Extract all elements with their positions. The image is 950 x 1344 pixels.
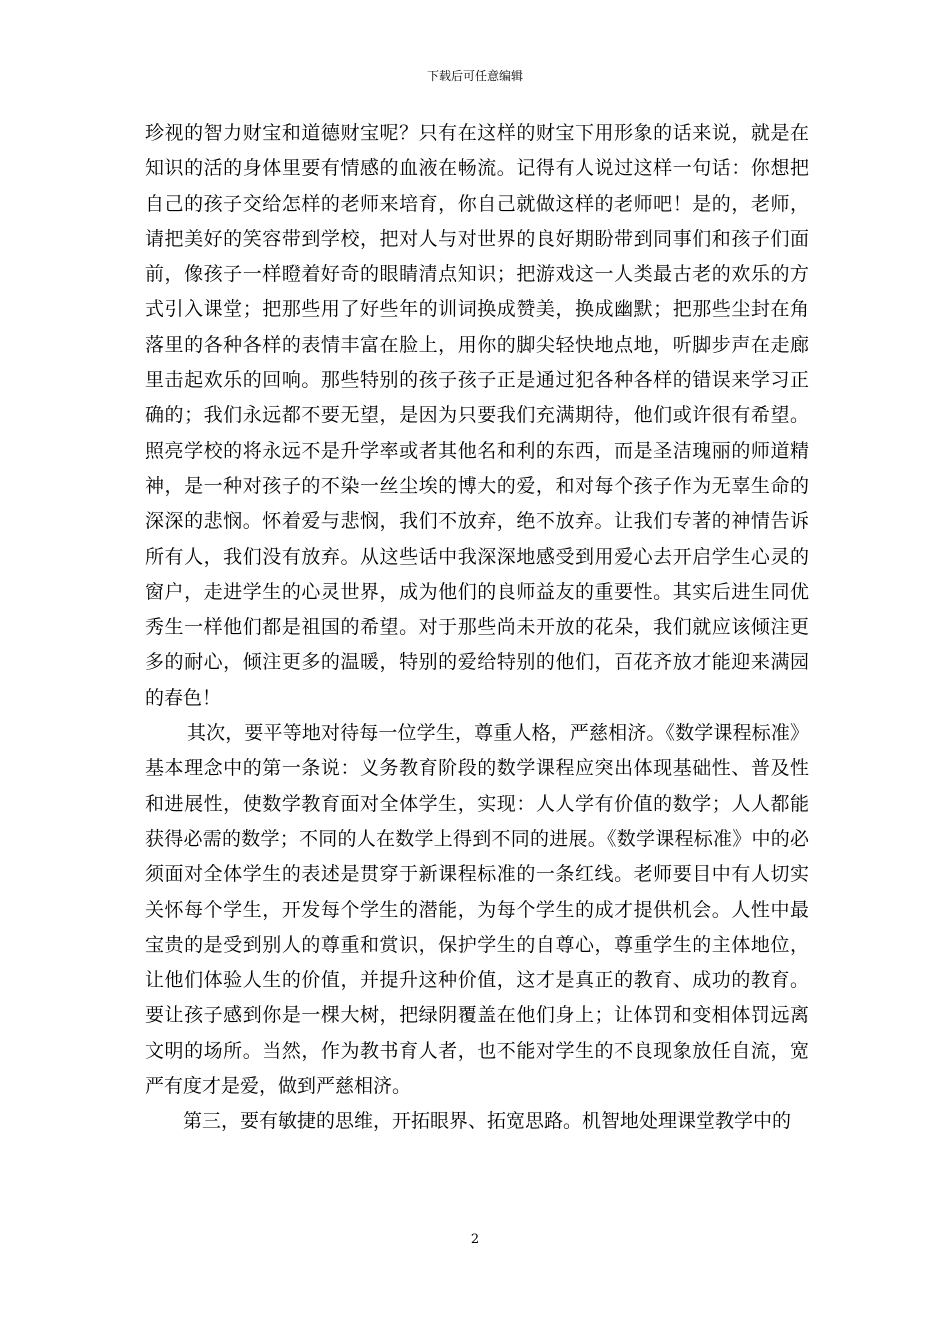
paragraph-continued: 珍视的智力财宝和道德财宝呢？只有在这样的财宝下用形象的话来说，就是在知识的活的身体里要有情感的血液在畅流。记得有人说过这样一句话：你想把自己的孩子交给怎样的老师来培育，你自己就做这样的老师吧！是的，老师，请把美好的笑容带到学校，把对人与对世界的良好期盼带到同事们和孩子们面前，像孩子一样瞪着好奇的眼睛清点知识；把游戏这一人类最古老的欢乐的方式引入课堂；把那些用了好些年的训词换成赞美，换成幽默；把那些尘封在角落里的各种各样的表情丰富在脸上，用你的脚尖轻快地点地，听脚步声在走廊里击起欢乐的回响。那些特别的孩子孩子正是通过犯各种各样的错误来学习正确的；我们永远都不要无望，是因为只要我们充满期待，他们或许很有希望。照亮学校的将永远不是升学率或者其他名和利的东西，而是圣洁瑰丽的师道精神，是一种对孩子的不染一丝尘埃的博大的爱，和对每个孩子作为无辜生命的深深的悲悯。怀着爱与悲悯，我们不放弃，绝不放弃。让我们专著的神情告诉所有人，我们没有放弃。从这些话中我深深地感受到用爱心去开启学生心灵的窗户，走进学生的心灵世界，成为他们的良师益友的重要性。其实后进生同优秀生一样他们都是祖国的希望。对于那些尚未开放的花朵，我们就应该倾注更多的耐心，倾注更多的温暖，特别的爱给特别的他们，百花齐放才能迎来满园的春色！	[145, 122, 809, 709]
paragraph-third-point: 第三，要有敏捷的思维，开拓眼界、拓宽思路。机智地处理课堂教学中的	[183, 1110, 792, 1133]
paragraph-second-point: 其次，要平等地对待每一位学生，尊重人格，严慈相济。《数学课程标准》基本理念中的第一条说：义务教育阶段的数学课程应突出体现基础性、普及性和进展性，使数学教育面对全体学生，实现：人人学有价值的数学；人人都能获得必需的数学；不同的人在数学上得到不同的进展。《数学课程标准》中的必须面对全体学生的表述是贯穿于新课程标准的一条红线。老师要目中有人切实关怀每个学生，开发每个学生的潜能，为每个学生的成才提供机会。人性中最宝贵的是受到别人的尊重和赏识，保护学生的自尊心，尊重学生的主体地位，让他们体验人生的价值，并提升这种价值，这才是真正的教育、成功的教育。要让孩子感到你是一棵大树，把绿阴覆盖在他们身上；让体罚和变相体罚远离文明的场所。当然，作为教书育人者，也不能对学生的不良现象放任自流，宽严有度才是爱，做到严慈相济。	[145, 722, 809, 1098]
page-number: 2	[470, 1232, 480, 1247]
page-header: 下载后可任意编辑	[426, 69, 523, 83]
document-body	[145, 116, 809, 1140]
